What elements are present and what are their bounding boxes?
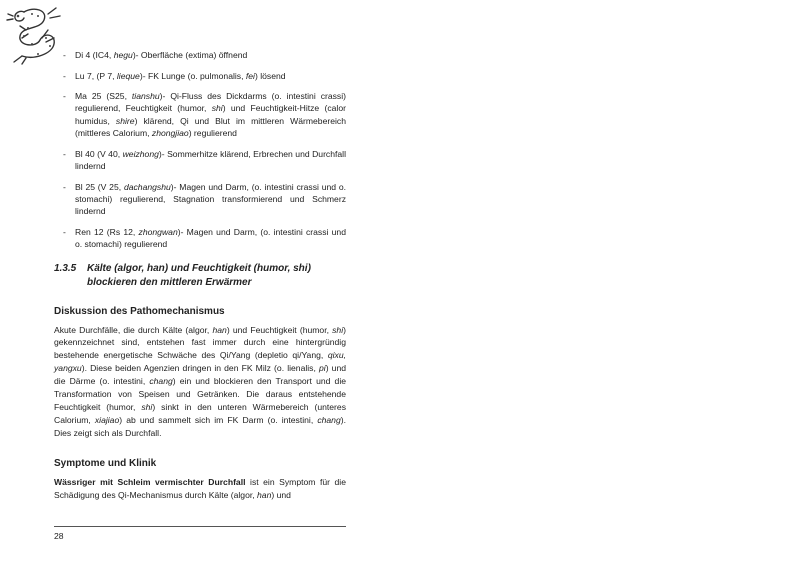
text-run: ). Diese beiden Agenzien dringen in den FK Milz (o. lienalis, <box>81 363 319 374</box>
text-run: ) sinkt in den unteren Wärmebereich (unteres Calorium, <box>54 401 346 425</box>
symptoms-paragraph <box>54 476 346 502</box>
text-run: ) gekennzeichnet sind, entstehen fast immer durch eine hintergründig bestehende energetische Schwäche des Qi/Yang (depletio qi/Yang, <box>54 324 346 361</box>
text-run: ) lösend <box>254 70 286 81</box>
bullet-dash: - <box>63 148 66 159</box>
text-run: dachangshu <box>123 181 171 192</box>
text-run: ) und <box>271 489 291 500</box>
text-run: Di 4 (IC4, <box>75 50 114 60</box>
text-run: )- FK Lunge (o. pulmonalis, <box>139 70 246 81</box>
text-run: Wässriger mit Schleim vermischter Durchfall <box>54 476 246 487</box>
bullet-dash: - <box>63 181 66 192</box>
text-run: ). Dies zeigt sich als Durchfall. <box>54 414 346 438</box>
list-item <box>54 70 346 82</box>
text-run: ist ein Symptom für die Schädigung des Qi-Mechanismus durch Kälte (algor, <box>54 476 346 500</box>
text-run: tianshu <box>131 91 160 102</box>
text-run: han <box>212 324 227 335</box>
text-run: shire <box>115 115 135 126</box>
symptoms-heading: Symptome und Klinik <box>54 457 157 469</box>
text-run: Bl 25 (V 25, <box>75 181 124 192</box>
list-item <box>54 49 346 61</box>
section-heading <box>54 262 346 289</box>
text-run: Lu 7, (P 7, <box>75 70 117 81</box>
text-run: qixu, yangxu <box>54 350 346 374</box>
bullet-dash: - <box>63 50 66 60</box>
list-item <box>54 181 346 218</box>
text-run: zhongjiao <box>151 128 189 139</box>
section-title-line2: blockieren den mittleren Erwärmer <box>87 276 252 288</box>
list-item <box>54 148 346 173</box>
text-run: ) und Feuchtigkeit-Hitze (calor humidus, <box>75 103 346 126</box>
section-title-line1: Kälte (algor, han) und Feuchtigkeit (humor, shi) <box>87 263 311 275</box>
text-run: shi <box>141 401 153 412</box>
page-number: 28 <box>54 531 64 541</box>
list-item <box>54 90 346 139</box>
text-run: zhongwan <box>138 226 178 237</box>
text-run: )- Oberfläche (extima) öffnend <box>132 50 248 60</box>
text-run: Ma 25 (S25, <box>75 91 132 102</box>
acupoint-list <box>54 49 346 250</box>
section-number: 1.3.5 <box>54 263 77 275</box>
text-run: han <box>257 489 272 500</box>
text-column <box>54 49 346 502</box>
text-run: )- Magen und Darm, (o. intestini crassi und o. stomachi) regulierend <box>75 226 346 250</box>
bullet-dash: - <box>63 91 66 102</box>
text-run: hegu <box>113 50 133 60</box>
text-run: ) ein und blockieren den Transport und die Transformation von Speisen und Getränken. Die daraus entstehende Feuchtigkeit (humor, <box>54 376 347 412</box>
text-run: pi <box>318 363 326 374</box>
footer-divider <box>54 526 346 527</box>
bullet-dash: - <box>63 70 66 81</box>
text-run: chang <box>317 414 341 425</box>
text-run: ) klärend, Qi und Blut im mittleren Wärmebereich (mittleres Calorium, <box>75 115 346 139</box>
text-run: xiajiao <box>94 414 120 425</box>
text-run: )- Sommerhitze klärend, Erbrechen und Durchfall lindernd <box>75 148 346 171</box>
discussion-heading: Diskussion des Pathomechanismus <box>54 305 225 317</box>
text-run: ) regulierend <box>188 128 237 139</box>
text-run: fei <box>245 70 255 81</box>
discussion-paragraph <box>54 324 346 440</box>
text-run: Ren 12 (Rs 12, <box>75 226 139 237</box>
text-run: )- Magen und Darm, (o. intestini crassi und o. stomachi) regulierend, Stagnation transformierend und Schmerz lindernd <box>75 181 346 217</box>
text-run: ) ab und sammelt sich im FK Darm (o. intestini, <box>119 414 318 425</box>
text-run: ) und Feuchtigkeit (humor, <box>226 324 333 335</box>
text-run: lieque <box>116 70 140 81</box>
bullet-dash: - <box>63 226 66 237</box>
text-run: Akute Durchfälle, die durch Kälte (algor, <box>54 324 213 335</box>
text-run: chang <box>149 376 173 387</box>
list-item <box>54 226 346 251</box>
text-run: shi <box>332 324 344 335</box>
text-run: shi <box>211 103 223 114</box>
text-run: ) und die Därme (o. intestini, <box>54 363 346 387</box>
text-run: Bl 40 (V 40, <box>75 148 123 159</box>
text-run: weizhong <box>122 148 159 159</box>
text-run: )- Qi-Fluss des Dickdarms (o. intestini crassi) regulierend, Feuchtigkeit (humor, <box>75 91 347 114</box>
